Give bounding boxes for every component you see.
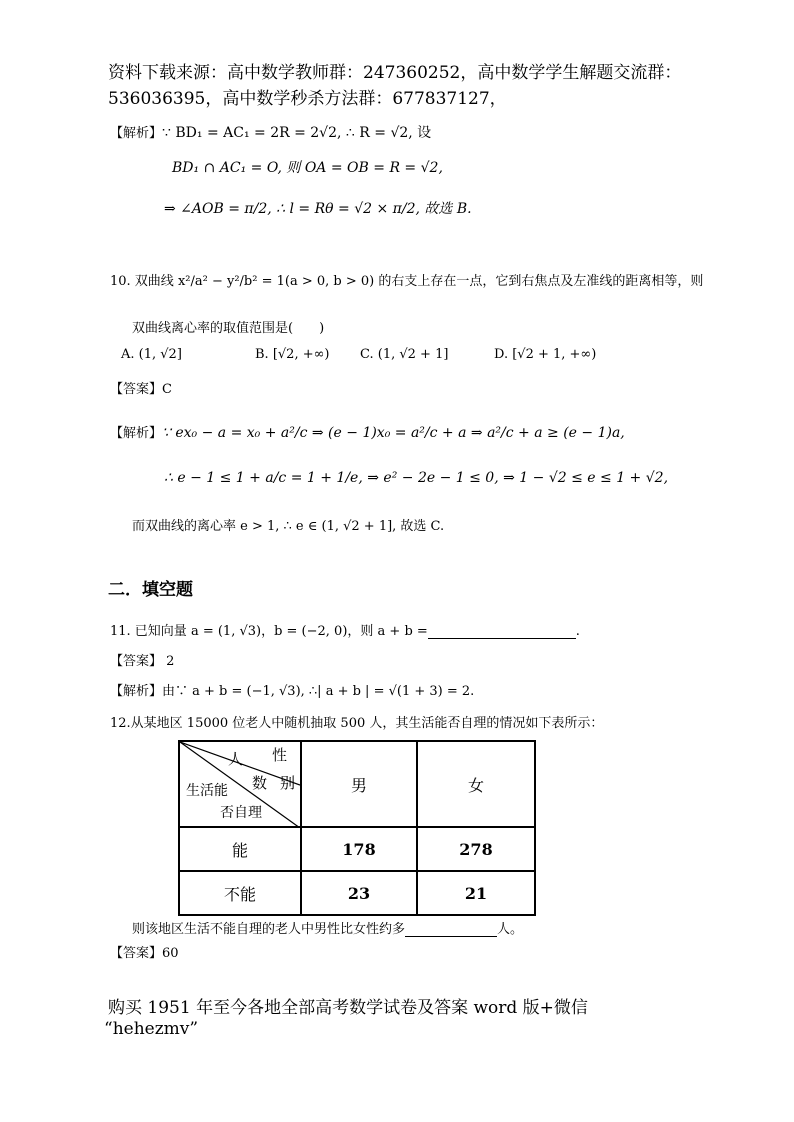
q9-solution-tag: 【解析】: [110, 126, 163, 141]
q10-stem: 10. 双曲线 x²/a² − y²/b² = 1(a > 0, b > 0) 的右支上存在一点，它到右焦点及左准线的距离相等，则: [110, 274, 704, 289]
table-cell: 278: [417, 827, 535, 871]
corner-zili: 否自理: [220, 805, 262, 821]
q12-stem: 12.从某地区 15000 位老人中随机抽取 500 人，其生活能否自理的情况如下表所示：: [110, 716, 604, 731]
survey-table: [178, 740, 536, 916]
q10-solution-line-3: 而双曲线的离心率 e > 1, ∴ e ∈ (1, √2 + 1], 故选 C.: [132, 519, 445, 534]
table-col-header-female: 女: [417, 741, 535, 827]
table-cell: 21: [417, 871, 535, 915]
corner-bie: 别: [280, 774, 296, 792]
q10-answer: 【答案】C: [110, 382, 172, 397]
q12-answer: 【答案】60: [110, 946, 179, 961]
q11-answer-blank: [428, 624, 576, 639]
corner-shenghuo: 生活能: [186, 783, 228, 799]
q9-solution-line-1: [110, 122, 431, 142]
section-title: 二．填空题: [108, 580, 193, 600]
footer-line-1: 购买 1951 年至今各地全部高考数学试卷及答案 word 版+微信: [108, 998, 588, 1018]
q11-answer: 【答案】 2: [110, 654, 175, 669]
header-line-2: 536036395，高中数学秒杀方法群：677837127，: [108, 89, 507, 109]
q9-solution-line-2: BD₁ ∩ AC₁ = O, 则 OA = OB = R = √2,: [172, 160, 443, 176]
corner-xing: 性: [272, 746, 288, 764]
q12-tail-unit: 人。: [497, 922, 524, 937]
q11-stem: 11. 已知向量 a = (1, √3)，b = (−2, 0)，则 a + b =: [110, 624, 428, 639]
q10-solution-line-1: [110, 422, 625, 441]
q11-solution: 【解析】由∵ a + b = (−1, √3), ∴| a + b | = √(1 + 3) = 2.: [110, 684, 475, 699]
q10-option-c: C. (1, √2 + 1]: [360, 347, 449, 362]
footer-line-2: “hehezmv”: [104, 1019, 199, 1039]
q12-tail-line: [132, 918, 523, 937]
corner-ren: 人: [228, 750, 244, 768]
q10-solution-tag: 【解析】: [110, 426, 163, 441]
table-col-header-male: 男: [301, 741, 417, 827]
q9-solution-line-3: ⇒ ∠AOB = π/2, ∴ l = Rθ = √2 × π/2, 故选 B.: [164, 201, 472, 217]
q10-solution-text-1: ∵ ex₀ − a = x₀ + a²/c ⇒ (e − 1)x₀ = a²/c + a ⇒ a²/c + a ≥ (e − 1)a,: [162, 425, 625, 441]
table-row: [179, 871, 535, 915]
q10-solution-line-2: ∴ e − 1 ≤ 1 + a/c = 1 + 1/e, ⇒ e² − 2e − 1 ≤ 0, ⇒ 1 − √2 ≤ e ≤ 1 + √2,: [164, 470, 669, 486]
q10-option-b: B. [√2, +∞): [255, 347, 330, 362]
corner-shu: 数: [252, 774, 268, 792]
q10-option-a: A. (1, √2]: [121, 347, 182, 362]
q10-stem-2: 双曲线离心率的取值范围是( ): [132, 321, 325, 336]
q9-solution-text-1: ∵ BD₁ = AC₁ = 2R = 2√2, ∴ R = √2, 设: [162, 125, 432, 141]
q10-option-d: D. [√2 + 1, +∞): [494, 347, 597, 362]
q11-stem-line: 11. 已知向量 a = (1, √3)，b = (−2, 0)，则 a + b = .: [110, 624, 580, 639]
table-cell: 23: [301, 871, 417, 915]
table-row-label: 不能: [179, 871, 301, 915]
q12-answer-blank: [405, 922, 497, 937]
table-row: [179, 827, 535, 871]
q12-tail: 则该地区生活不能自理的老人中男性比女性约多: [132, 922, 406, 937]
header-line-1: 资料下载来源：高中数学教师群：247360252，高中数学学生解题交流群：: [108, 63, 682, 83]
table-corner-cell: [179, 741, 301, 827]
table-cell: 178: [301, 827, 417, 871]
table-row-label: 能: [179, 827, 301, 871]
